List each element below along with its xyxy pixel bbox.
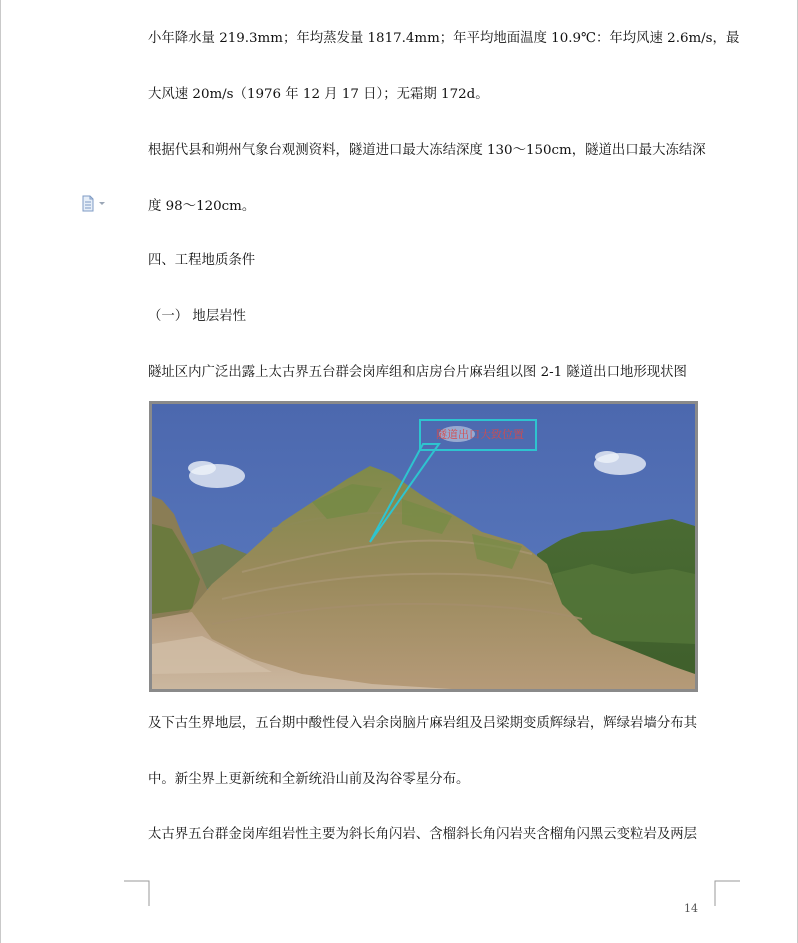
page-number: 14 — [684, 902, 698, 915]
paragraph-line: 大风速 20m/s（1976 年 12 月 17 日）；无霜期 172d。 — [148, 87, 489, 102]
page-edge-left — [0, 0, 1, 943]
paragraph-line: 中。新尘界上更新统和全新统沿山前及沟谷零星分布。 — [148, 772, 470, 787]
document-icon[interactable] — [80, 195, 108, 213]
terrain-photo — [149, 401, 698, 692]
paragraph-line: 根据代县和朔州气象台观测资料，隧道进口最大冻结深度 130～150cm，隧道出口最大冻结深 — [148, 143, 706, 158]
section-heading: 四、工程地质条件 — [148, 253, 256, 268]
margin-corner-right — [714, 880, 740, 906]
callout-label: 隧道出口大致位置 — [436, 428, 524, 441]
paragraph-line: 度 98～120cm。 — [148, 199, 256, 214]
subsection-heading: （一） 地层岩性 — [148, 309, 246, 324]
paragraph-line: 小年降水量 219.3mm；年均蒸发量 1817.4mm；年平均地面温度 10.9℃：年均风速 2.6m/s，最 — [148, 31, 740, 46]
paragraph-line: 隧址区内广泛出露上太古界五台群会岗库组和店房台片麻岩组以图 2-1 隧道出口地形现状图 — [148, 365, 687, 380]
paragraph-line: 太古界五台群金岗库组岩性主要为斜长角闪岩、含榴斜长角闪岩夹含榴角闪黑云变粒岩及两层 — [148, 827, 698, 842]
margin-corner-left — [124, 880, 150, 906]
paragraph-line: 及下古生界地层，五台期中酸性侵入岩余岗脑片麻岩组及吕梁期变质辉绿岩，辉绿岩墙分布其 — [148, 716, 698, 731]
